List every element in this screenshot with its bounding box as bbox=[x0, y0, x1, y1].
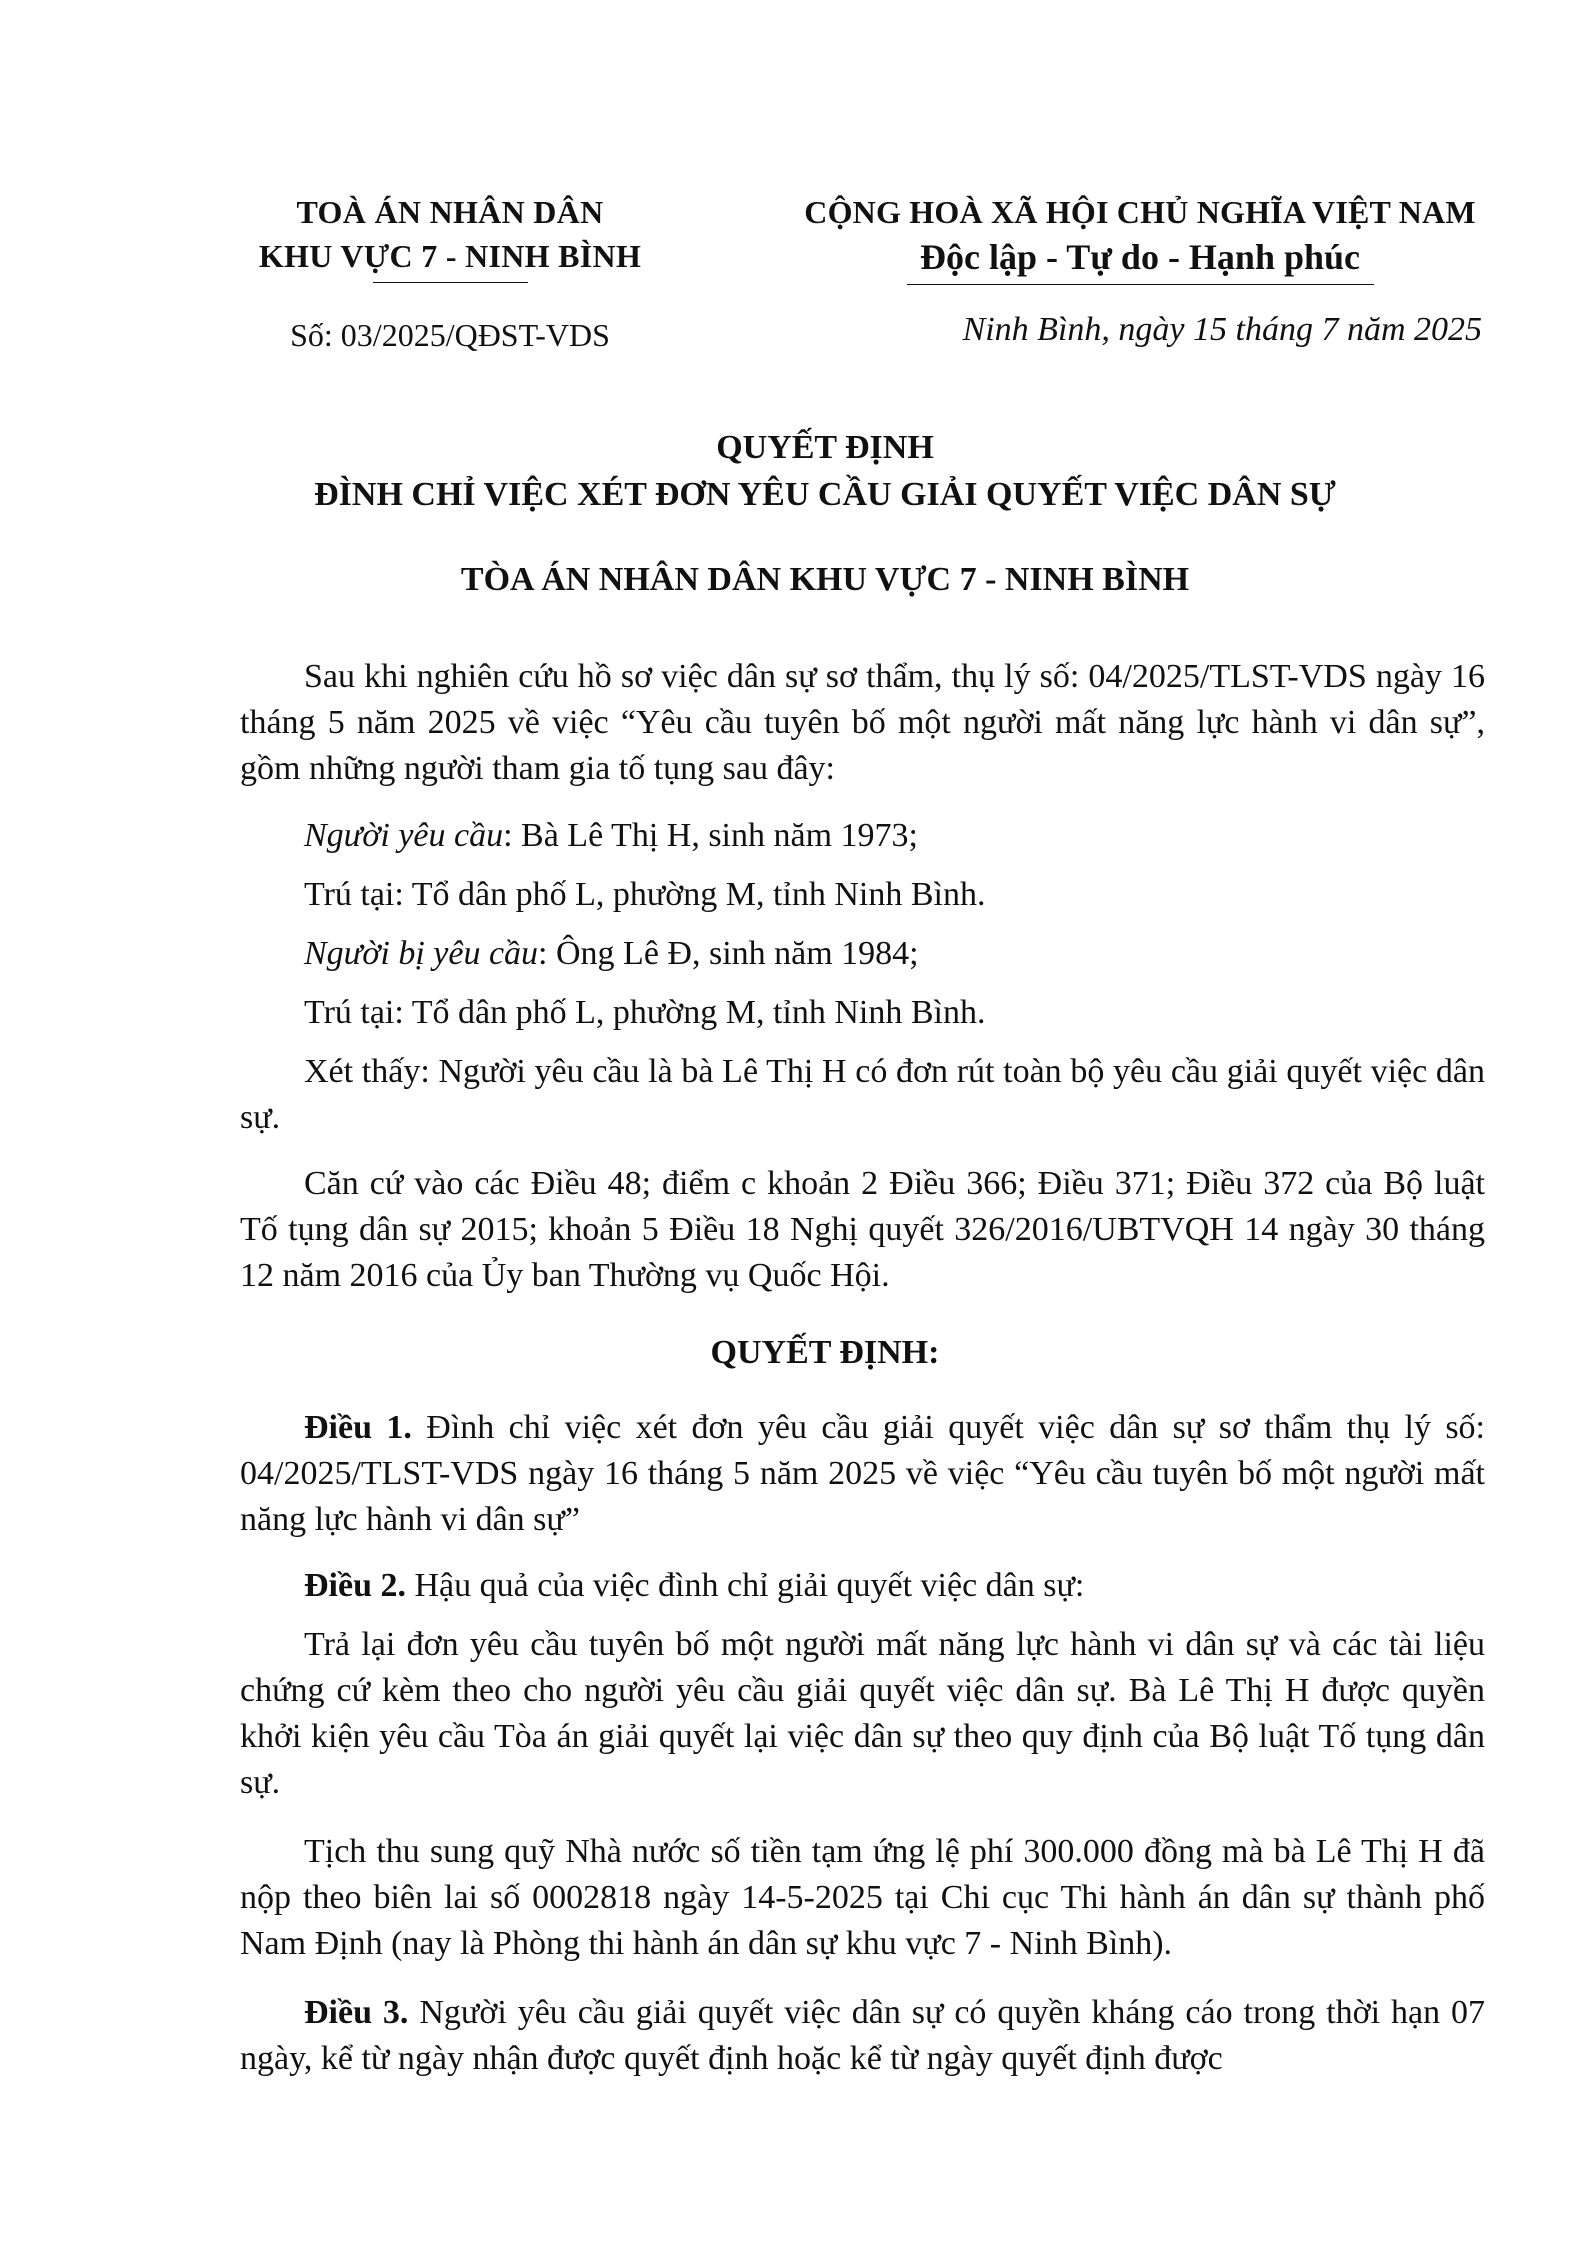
article-2-label: Điều 2. bbox=[304, 1567, 406, 1604]
national-title: CỘNG HOÀ XÃ HỘI CHỦ NGHĨA VIỆT NAM bbox=[804, 194, 1476, 230]
article-2-paragraph-1: Trả lại đơn yêu cầu tuyên bố một người mất năng lực hành vi dân sự và các tài liệu chứng cứ kèm theo cho người yêu cầu giải quyết việc dân sự. Bà Lê Thị H được quyền khởi kiện yêu cầu Tòa án giải quyết lại việc dân sự theo quy định của Bộ luật Tố tụng dân sự. bbox=[240, 1626, 1485, 1801]
court-title: TÒA ÁN NHÂN DÂN KHU VỰC 7 - NINH BÌNH bbox=[460, 561, 1190, 598]
article-1-text: Đình chỉ việc xét đơn yêu cầu giải quyết việc dân sự sơ thẩm thụ lý số: 04/2025/TLST-VDS ngày 16 tháng 5 năm 2025 về việc “Yêu cầu tuyên bố một người mất năng lực hành vi dân sự” bbox=[240, 1409, 1486, 1538]
legal-basis-paragraph: Căn cứ vào các Điều 48; điểm c khoản 2 Điều 366; Điều 371; Điều 372 của Bộ luật Tố tụng dân sự 2015; khoản 5 Điều 18 Nghị quyết 326/2016/UBTVQH 14 ngày 30 tháng 12 năm 2016 của Ủy ban Thường vụ Quốc Hội. bbox=[240, 1165, 1485, 1294]
national-motto: Độc lập - Tự do - Hạnh phúc bbox=[919, 237, 1361, 277]
article-3-label: Điều 3. bbox=[304, 1994, 409, 2031]
article-3-text: Người yêu cầu giải quyết việc dân sự có quyền kháng cáo trong thời hạn 07 ngày, kể từ ngày nhận được quyết định hoặc kể từ ngày quyết định được bbox=[240, 1994, 1486, 2077]
court-name-line2: KHU VỰC 7 - NINH BÌNH bbox=[258, 238, 642, 274]
article-1 bbox=[240, 1405, 1485, 1543]
document-number: Số: 03/2025/QĐST-VDS bbox=[290, 317, 610, 353]
respondent-address: Trú tại: Tổ dân phố L, phường M, tỉnh Ninh Bình. bbox=[304, 994, 986, 1031]
intro-paragraph: Sau khi nghiên cứu hồ sơ việc dân sự sơ thẩm, thụ lý số: 04/2025/TLST-VDS ngày 16 tháng 5 năm 2025 về việc “Yêu cầu tuyên bố một người mất năng lực hành vi dân sự”, gồm những người tham gia tố tụng sau đây: bbox=[240, 658, 1485, 787]
decision-subject: ĐÌNH CHỈ VIỆC XÉT ĐƠN YÊU CẦU GIẢI QUYẾT VIỆC DÂN SỰ bbox=[314, 476, 1336, 513]
court-name-line1: TOÀ ÁN NHÂN DÂN bbox=[296, 194, 604, 230]
place-date: Ninh Bình, ngày 15 tháng 7 năm 2025 bbox=[962, 311, 1482, 348]
decision-title: QUYẾT ĐỊNH bbox=[716, 429, 934, 466]
requester-address: Trú tại: Tổ dân phố L, phường M, tỉnh Ninh Bình. bbox=[304, 876, 986, 913]
national-header bbox=[790, 190, 1490, 353]
respondent-label: Người bị yêu cầu bbox=[304, 935, 539, 972]
court-header bbox=[200, 190, 700, 357]
decides-heading: QUYẾT ĐỊNH: bbox=[710, 1334, 940, 1371]
article-1-label: Điều 1. bbox=[304, 1409, 412, 1446]
finding-paragraph: Xét thấy: Người yêu cầu là bà Lê Thị H có đơn rút toàn bộ yêu cầu giải quyết việc dân sự. bbox=[240, 1053, 1485, 1136]
respondent-line bbox=[240, 931, 1485, 977]
respondent-value: : Ông Lê Đ, sinh năm 1984; bbox=[538, 935, 919, 972]
requester-label: Người yêu cầu bbox=[304, 817, 504, 854]
motto-underline bbox=[907, 284, 1374, 285]
article-2-text: Hậu quả của việc đình chỉ giải quyết việc dân sự: bbox=[406, 1567, 1085, 1604]
requester-value: : Bà Lê Thị H, sinh năm 1973; bbox=[503, 817, 918, 854]
article-2 bbox=[240, 1563, 1485, 1609]
requester-line bbox=[240, 813, 1485, 859]
article-3 bbox=[240, 1990, 1485, 2082]
article-2-paragraph-2: Tịch thu sung quỹ Nhà nước số tiền tạm ứng lệ phí 300.000 đồng mà bà Lê Thị H đã nộp theo biên lai số 0002818 ngày 14-5-2025 tại Chi cục Thi hành án dân sự thành phố Nam Định (nay là Phòng thi hành án dân sự khu vực 7 - Ninh Bình). bbox=[240, 1833, 1485, 1962]
court-header-underline bbox=[373, 282, 528, 283]
